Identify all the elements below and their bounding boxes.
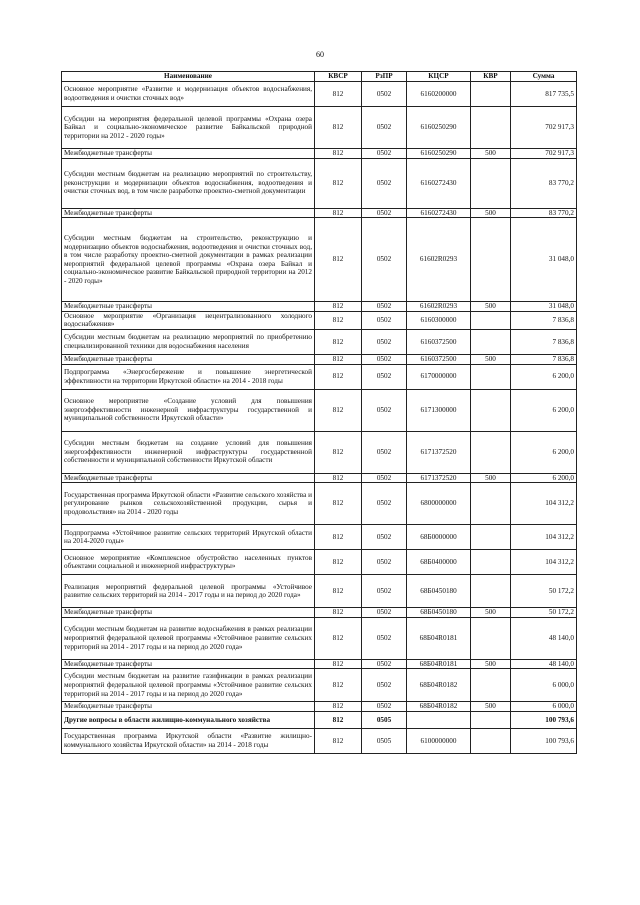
cell-name: Субсидии местным бюджетам на реализацию мероприятий по приобретению специализированной техники для водоснабжения населения	[62, 329, 315, 354]
cell-kvsr: 812	[315, 302, 362, 312]
cell-kcsr: 68Б04R0182	[407, 669, 471, 702]
cell-rzpr: 0502	[362, 483, 407, 525]
cell-kvsr: 812	[315, 311, 362, 329]
table-row	[62, 483, 577, 525]
table-row	[62, 364, 577, 389]
cell-sum: 7 836,8	[511, 329, 577, 354]
cell-kcsr: 61602R0293	[407, 302, 471, 312]
table-row	[62, 473, 577, 483]
cell-name: Межбюджетные трансферты	[62, 608, 315, 618]
cell-kvr	[471, 525, 511, 550]
cell-kvsr: 812	[315, 575, 362, 608]
cell-kcsr: 6160250290	[407, 107, 471, 149]
cell-kvsr: 812	[315, 702, 362, 712]
cell-name: Государственная программа Иркутской области «Развитие сельского хозяйства и регулирование рынков сельскохозяйственной продукции, сырья и продовольствия» на 2014 - 2020 годы	[62, 483, 315, 525]
cell-kvsr: 812	[315, 483, 362, 525]
cell-name: Субсидии местным бюджетам на строительство, реконструкцию и модернизацию объектов водоснабжения, водоотведения и очистки сточных вод, в том числе разработку проектно-сметной документации в рамках реализации мероприятий федеральной целевой программы «Охрана озера Байкал и социально-экономическое развитие Байкальской природной территории на 2012 - 2020 годы»	[62, 218, 315, 302]
cell-rzpr: 0502	[362, 364, 407, 389]
cell-rzpr: 0502	[362, 525, 407, 550]
budget-table	[61, 71, 577, 754]
cell-kcsr: 68Б0450180	[407, 608, 471, 618]
cell-kvr	[471, 82, 511, 107]
cell-kvr	[471, 329, 511, 354]
cell-kcsr: 6160372500	[407, 329, 471, 354]
cell-rzpr: 0502	[362, 575, 407, 608]
cell-kvr	[471, 389, 511, 431]
cell-kvr: 500	[471, 702, 511, 712]
cell-kvsr: 812	[315, 158, 362, 208]
table-row	[62, 107, 577, 149]
cell-rzpr: 0502	[362, 354, 407, 364]
table-row	[62, 149, 577, 159]
cell-kcsr: 68Б0400000	[407, 550, 471, 575]
table-row	[62, 158, 577, 208]
cell-kcsr: 68Б0450180	[407, 575, 471, 608]
cell-rzpr: 0502	[362, 149, 407, 159]
cell-kvsr: 812	[315, 473, 362, 483]
table-row	[62, 329, 577, 354]
cell-kvr: 500	[471, 208, 511, 218]
cell-name: Основное мероприятие «Создание условий для повышения энергоэффективности инженерной инфраструктуры государственной и муниципальной собственности Иркутской области»	[62, 389, 315, 431]
cell-kvr: 500	[471, 473, 511, 483]
cell-kcsr: 6100000000	[407, 728, 471, 753]
cell-kvsr: 812	[315, 669, 362, 702]
cell-kvr	[471, 218, 511, 302]
cell-kvsr: 812	[315, 389, 362, 431]
cell-kcsr: 6160272430	[407, 208, 471, 218]
cell-kvr	[471, 550, 511, 575]
cell-kvr: 500	[471, 659, 511, 669]
cell-kvsr: 812	[315, 659, 362, 669]
cell-sum: 702 917,3	[511, 107, 577, 149]
cell-kvsr: 812	[315, 208, 362, 218]
cell-sum: 6 200,0	[511, 431, 577, 473]
table-body	[62, 82, 577, 754]
cell-kvr: 500	[471, 608, 511, 618]
cell-rzpr: 0502	[362, 329, 407, 354]
cell-name: Межбюджетные трансферты	[62, 702, 315, 712]
cell-sum: 50 172,2	[511, 575, 577, 608]
table-row	[62, 669, 577, 702]
cell-kcsr: 6160200000	[407, 82, 471, 107]
cell-rzpr: 0502	[362, 311, 407, 329]
cell-kvr	[471, 311, 511, 329]
cell-kvr	[471, 728, 511, 753]
header-kvr: КВР	[471, 72, 511, 82]
table-row	[62, 354, 577, 364]
cell-kvr	[471, 617, 511, 659]
cell-sum: 7 836,8	[511, 354, 577, 364]
cell-kvr	[471, 107, 511, 149]
cell-rzpr: 0502	[362, 473, 407, 483]
cell-sum: 7 836,8	[511, 311, 577, 329]
cell-sum: 6 200,0	[511, 473, 577, 483]
table-row	[62, 702, 577, 712]
cell-kcsr	[407, 711, 471, 728]
cell-name: Межбюджетные трансферты	[62, 354, 315, 364]
cell-rzpr: 0505	[362, 728, 407, 753]
cell-kcsr: 68Б04R0181	[407, 617, 471, 659]
cell-kvsr: 812	[315, 218, 362, 302]
cell-kcsr: 68Б0000000	[407, 525, 471, 550]
table-row	[62, 431, 577, 473]
cell-kcsr: 6800000000	[407, 483, 471, 525]
cell-kvsr: 812	[315, 525, 362, 550]
cell-kcsr: 6160300000	[407, 311, 471, 329]
cell-kvsr: 812	[315, 107, 362, 149]
cell-kvr	[471, 711, 511, 728]
cell-sum: 104 312,2	[511, 483, 577, 525]
cell-kcsr: 6160372500	[407, 354, 471, 364]
cell-kcsr: 6160250290	[407, 149, 471, 159]
cell-kvr	[471, 575, 511, 608]
cell-kvr	[471, 431, 511, 473]
header-rzpr: РзПР	[362, 72, 407, 82]
cell-sum: 702 917,3	[511, 149, 577, 159]
cell-kcsr: 6171300000	[407, 389, 471, 431]
cell-sum: 817 735,5	[511, 82, 577, 107]
header-name: Наименование	[62, 72, 315, 82]
table-row	[62, 728, 577, 753]
cell-name: Субсидии местным бюджетам на развитие водоснабжения в рамках реализации мероприятий федеральной целевой программы «Устойчивое развитие сельских территорий на 2014 - 2017 годы и на период до 2020 года»	[62, 617, 315, 659]
cell-rzpr: 0502	[362, 608, 407, 618]
cell-kvsr: 812	[315, 149, 362, 159]
cell-name: Подпрограмма «Устойчивое развитие сельских территорий Иркутской области на 2014-2020 годы»	[62, 525, 315, 550]
table-row	[62, 525, 577, 550]
cell-sum: 6 200,0	[511, 364, 577, 389]
cell-sum: 104 312,2	[511, 550, 577, 575]
cell-name: Межбюджетные трансферты	[62, 302, 315, 312]
cell-kvsr: 812	[315, 711, 362, 728]
cell-rzpr: 0502	[362, 702, 407, 712]
cell-name: Межбюджетные трансферты	[62, 473, 315, 483]
cell-sum: 31 048,0	[511, 302, 577, 312]
cell-name: Межбюджетные трансферты	[62, 659, 315, 669]
cell-rzpr: 0502	[362, 550, 407, 575]
cell-name: Основное мероприятие «Комплексное обустройство населенных пунктов объектами социальной и инженерной инфраструктуры»	[62, 550, 315, 575]
cell-name: Основное мероприятие «Организация нецентрализованного холодного водоснабжения»	[62, 311, 315, 329]
cell-sum: 6 200,0	[511, 389, 577, 431]
cell-kvsr: 812	[315, 608, 362, 618]
cell-rzpr: 0502	[362, 659, 407, 669]
cell-kvr: 500	[471, 354, 511, 364]
cell-name: Субсидии на мероприятия федеральной целевой программы «Охрана озера Байкал и социально-экономическое развитие Байкальской природной территории на 2012 - 2020 годы»	[62, 107, 315, 149]
table-row	[62, 550, 577, 575]
cell-rzpr: 0502	[362, 208, 407, 218]
cell-name: Государственная программа Иркутской области «Развитие жилищно-коммунального хозяйства Иркутской области» на 2014 - 2018 годы	[62, 728, 315, 753]
table-row	[62, 575, 577, 608]
header-sum: Сумма	[511, 72, 577, 82]
cell-name: Подпрограмма «Энергосбережение и повышение энергетической эффективности на территории Иркутской области» на 2014 - 2018 годы	[62, 364, 315, 389]
cell-sum: 50 172,2	[511, 608, 577, 618]
cell-rzpr: 0502	[362, 82, 407, 107]
table-row	[62, 711, 577, 728]
cell-name: Основное мероприятие «Развитие и модернизация объектов водоснабжения, водоотведения и очистки сточных вод»	[62, 82, 315, 107]
table-row	[62, 311, 577, 329]
cell-name: Другие вопросы в области жилищно-коммунального хозяйства	[62, 711, 315, 728]
cell-kvsr: 812	[315, 354, 362, 364]
cell-kcsr: 68Б04R0182	[407, 702, 471, 712]
cell-kvsr: 812	[315, 431, 362, 473]
cell-name: Межбюджетные трансферты	[62, 149, 315, 159]
table-row	[62, 82, 577, 107]
cell-rzpr: 0502	[362, 389, 407, 431]
cell-kvr	[471, 364, 511, 389]
cell-kvsr: 812	[315, 728, 362, 753]
cell-kvsr: 812	[315, 82, 362, 107]
cell-sum: 31 048,0	[511, 218, 577, 302]
table-row	[62, 208, 577, 218]
cell-rzpr: 0502	[362, 431, 407, 473]
cell-kvr: 500	[471, 302, 511, 312]
cell-kcsr: 6160272430	[407, 158, 471, 208]
cell-name: Межбюджетные трансферты	[62, 208, 315, 218]
cell-name: Субсидии местным бюджетам на реализацию мероприятий по строительству, реконструкции и модернизации объектов водоснабжения, водоотведения и очистки сточных вод, в том числе разработке проектно-сметной документации	[62, 158, 315, 208]
cell-sum: 100 793,6	[511, 728, 577, 753]
table-row	[62, 608, 577, 618]
cell-kvsr: 812	[315, 329, 362, 354]
cell-name: Субсидии местным бюджетам на развитие газификации в рамках реализации мероприятий федеральной целевой программы «Устойчивое развитие сельских территорий на 2014 - 2017 годы и на период до 2020 года»	[62, 669, 315, 702]
cell-rzpr: 0502	[362, 617, 407, 659]
cell-kcsr: 68Б04R0181	[407, 659, 471, 669]
cell-kvr: 500	[471, 149, 511, 159]
cell-sum: 104 312,2	[511, 525, 577, 550]
cell-name: Реализация мероприятий федеральной целевой программы «Устойчивое развитие сельских территорий на 2014 - 2017 годы и на период до 2020 года»	[62, 575, 315, 608]
cell-sum: 48 140,0	[511, 617, 577, 659]
cell-rzpr: 0502	[362, 158, 407, 208]
cell-rzpr: 0505	[362, 711, 407, 728]
table-row	[62, 659, 577, 669]
cell-rzpr: 0502	[362, 218, 407, 302]
page-number: 60	[316, 50, 324, 59]
cell-kcsr: 6170000000	[407, 364, 471, 389]
table-row	[62, 302, 577, 312]
cell-kcsr: 6171372520	[407, 431, 471, 473]
cell-sum: 100 793,6	[511, 711, 577, 728]
cell-kcsr: 61602R0293	[407, 218, 471, 302]
table-row	[62, 218, 577, 302]
cell-kcsr: 6171372520	[407, 473, 471, 483]
cell-kvr	[471, 669, 511, 702]
cell-sum: 48 140,0	[511, 659, 577, 669]
cell-kvr	[471, 158, 511, 208]
cell-sum: 83 770,2	[511, 158, 577, 208]
table-header-row	[62, 72, 577, 82]
cell-rzpr: 0502	[362, 669, 407, 702]
header-kvsr: КВСР	[315, 72, 362, 82]
table-row	[62, 389, 577, 431]
cell-kvsr: 812	[315, 550, 362, 575]
cell-sum: 6 000,0	[511, 669, 577, 702]
cell-sum: 6 000,0	[511, 702, 577, 712]
header-kcsr: КЦСР	[407, 72, 471, 82]
cell-kvsr: 812	[315, 617, 362, 659]
cell-kvsr: 812	[315, 364, 362, 389]
cell-name: Субсидии местным бюджетам на создание условий для повышения энергоэффективности инженерной инфраструктуры государственной собственности и муниципальной собственности Иркутской области	[62, 431, 315, 473]
cell-sum: 83 770,2	[511, 208, 577, 218]
table-row	[62, 617, 577, 659]
cell-rzpr: 0502	[362, 107, 407, 149]
cell-kvr	[471, 483, 511, 525]
cell-rzpr: 0502	[362, 302, 407, 312]
